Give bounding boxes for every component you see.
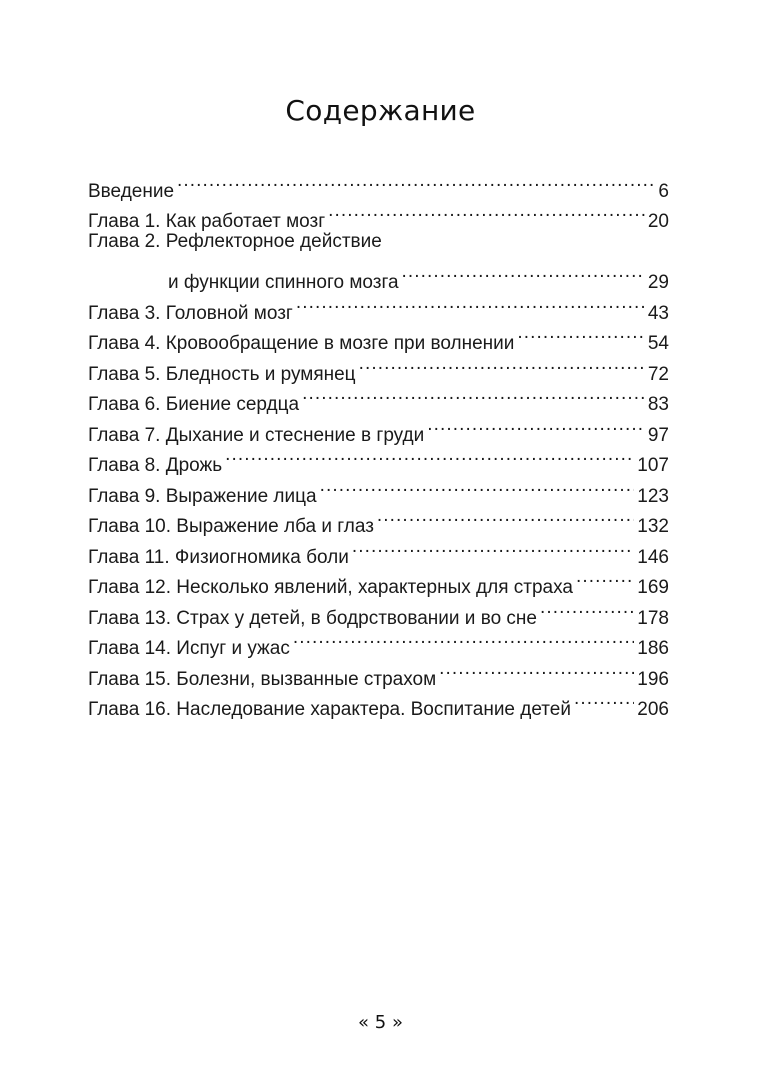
toc-leader-dots: [320, 471, 635, 502]
toc-entry-chapter-6: [88, 380, 669, 415]
toc-entry-label: Глава 6. Биение сердца: [88, 394, 300, 415]
toc-entry-chapter-12: [88, 563, 669, 598]
toc-leader-dots: [352, 532, 634, 563]
toc-leader-dots: [293, 624, 634, 655]
toc-entry-chapter-8: [88, 441, 669, 476]
toc-entry-chapter-15: [88, 654, 669, 690]
toc-entry-chapter-2: [88, 227, 669, 293]
toc-entry-label: Глава 1. Как работает мозг: [88, 211, 326, 232]
toc-leader-dots: [377, 502, 634, 533]
page-number: « 5 »: [358, 1012, 403, 1033]
toc-entry-label: Глава 5. Бледность и румянец: [88, 363, 356, 385]
toc-entry-page: 123: [637, 485, 669, 507]
toc-leader-dots: [576, 563, 634, 594]
toc-entry-chapter-16: [88, 685, 669, 720]
toc-entry-chapter-11: [88, 532, 669, 568]
toc-entry-page: 54: [647, 333, 669, 354]
toc-entry-page: 97: [647, 424, 669, 446]
toc-entry-label: Введение: [88, 180, 175, 202]
toc-leader-dots: [302, 380, 645, 411]
toc-leader-dots: [439, 654, 634, 685]
toc-leader-dots: [402, 258, 645, 289]
toc-entry-page: 206: [637, 699, 669, 720]
toc-leader-dots: [427, 410, 645, 441]
page-title: Содержание: [285, 94, 476, 127]
table-of-contents: [88, 166, 669, 720]
toc-entry-label: Глава 10. Выражение лба и глаз: [88, 516, 374, 537]
toc-entry-page: 6: [658, 180, 669, 202]
toc-entry-chapter-10: [88, 502, 669, 537]
toc-leader-dots: [540, 593, 634, 624]
toc-entry-page: 186: [637, 638, 669, 659]
toc-entry-label: Глава 8. Дрожь: [88, 455, 223, 476]
toc-leader-dots: [225, 441, 634, 472]
toc-entry-chapter-3: [88, 288, 669, 324]
toc-entry-chapter-7: [88, 410, 669, 446]
toc-entry-page: 132: [637, 516, 669, 537]
toc-entry-label: Глава 2. Рефлекторное действие: [88, 231, 382, 252]
toc-leader-dots: [328, 197, 645, 228]
toc-leader-dots: [359, 349, 645, 380]
toc-entry-chapter-9: [88, 471, 669, 507]
toc-entry-page: 178: [637, 607, 669, 629]
toc-entry-label: Глава 7. Дыхание и стеснение в груди: [88, 424, 425, 446]
toc-entry-label: Глава 4. Кровообращение в мозге при волнении: [88, 333, 515, 354]
toc-entry-chapter-5: [88, 349, 669, 385]
toc-entry-introduction: [88, 166, 669, 202]
toc-entry-chapter-1: [88, 197, 669, 232]
toc-entry-chapter-13: [88, 593, 669, 629]
toc-entry-page: 196: [637, 668, 669, 690]
toc-leader-dots: [517, 319, 644, 350]
toc-entry-label: Глава 15. Болезни, вызванные страхом: [88, 668, 437, 690]
toc-entry-label: Глава 14. Испуг и ужас: [88, 638, 290, 659]
toc-entry-page: 43: [647, 302, 669, 324]
toc-entry-chapter-4: [88, 319, 669, 354]
toc-leader-dots: [296, 288, 645, 319]
toc-leader-dots: [574, 685, 634, 716]
toc-entry-page: 83: [647, 394, 669, 415]
toc-entry-label: Глава 12. Несколько явлений, характерных для страха: [88, 577, 573, 598]
toc-entry-page: 169: [637, 577, 669, 598]
toc-leader-dots: [177, 166, 655, 197]
toc-entry-label: Глава 3. Головной мозг: [88, 302, 293, 324]
toc-entry-label-continuation: и функции спинного мозга: [168, 272, 399, 293]
toc-entry-label: Глава 11. Физиогномика боли: [88, 546, 349, 568]
toc-entry-chapter-14: [88, 624, 669, 659]
toc-entry-page: 107: [637, 455, 669, 476]
toc-entry-label: Глава 9. Выражение лица: [88, 485, 317, 507]
toc-entry-page: 20: [647, 211, 669, 232]
toc-entry-label: Глава 16. Наследование характера. Воспитание детей: [88, 699, 571, 720]
toc-entry-page: 29: [647, 272, 669, 293]
toc-entry-page: 72: [647, 363, 669, 385]
toc-entry-label: Глава 13. Страх у детей, в бодрствовании и во сне: [88, 607, 537, 629]
toc-entry-page: 146: [637, 546, 669, 568]
